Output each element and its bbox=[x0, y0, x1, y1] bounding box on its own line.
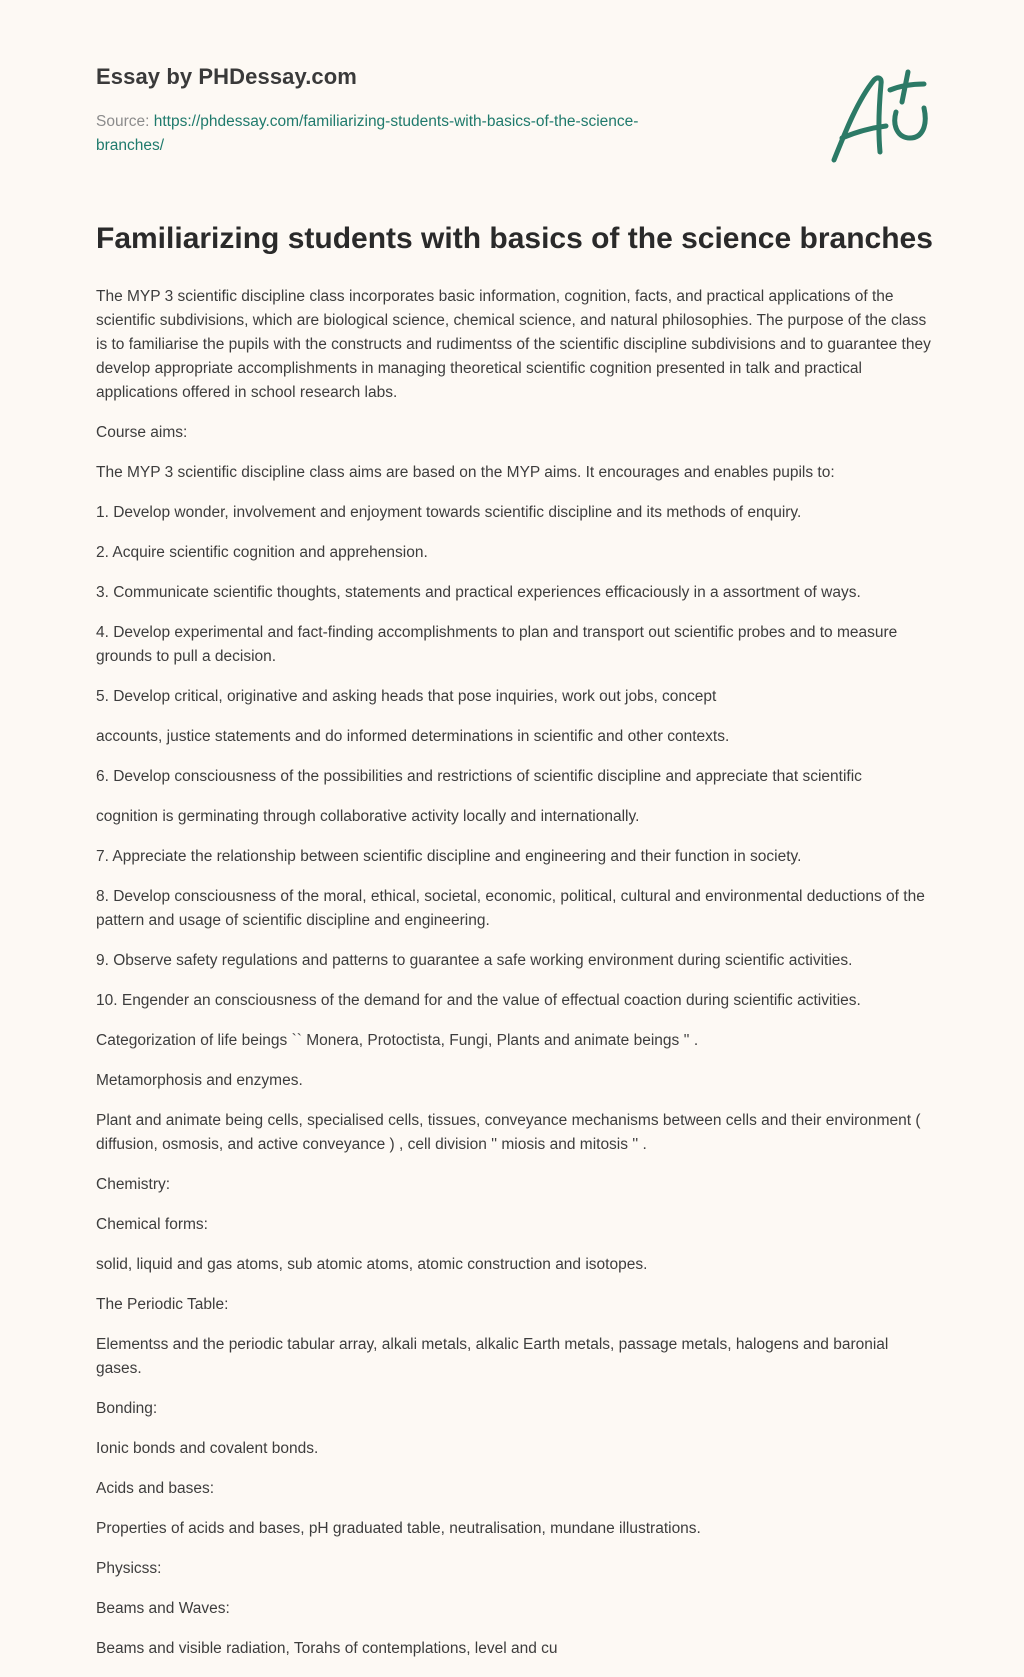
essay-paragraph: 3. Communicate scientific thoughts, statements and practical experiences efficaciously in a assortment of ways. bbox=[96, 584, 861, 601]
essay-title: Familiarizing students with basics of the science branches bbox=[96, 222, 933, 255]
essay-paragraph: accounts, justice statements and do informed determinations in scientific and other contexts. bbox=[96, 728, 730, 745]
source-link[interactable] bbox=[96, 113, 638, 154]
essay-paragraph: Chemistry: bbox=[96, 1176, 171, 1193]
essay-paragraph: Beams and visible radiation, Torahs of contemplations, level and cu bbox=[96, 1640, 558, 1657]
a-plus-logo-icon bbox=[824, 68, 932, 168]
essay-paragraph: Ionic bonds and covalent bonds. bbox=[96, 1440, 319, 1457]
source-link-line2: branches/ bbox=[96, 137, 165, 154]
essay-paragraph: Course aims: bbox=[96, 424, 188, 441]
brand-title: Essay by PHDessay.com bbox=[96, 64, 357, 89]
essay-paragraph: cognition is germinating through collaborative activity locally and internationally. bbox=[96, 808, 640, 825]
essay-paragraph: Plant and animate being cells, specialised cells, tissues, conveyance mechanisms between cells and their environment ( diffusion, osmosis, and active conveyance ) , cell division '' miosis and mitosis '' . bbox=[96, 1112, 921, 1153]
essay-paragraph: 1. Develop wonder, involvement and enjoyment towards scientific discipline and its methods of enquiry. bbox=[96, 504, 802, 521]
essay-paragraph: Beams and Waves: bbox=[96, 1600, 230, 1617]
essay-paragraph: 8. Develop consciousness of the moral, ethical, societal, economic, political, cultural and environmental deductions of the pattern and usage of scientific discipline and engineering. bbox=[96, 888, 925, 929]
essay-paragraph: 2. Acquire scientific cognition and apprehension. bbox=[96, 544, 428, 561]
essay-paragraph: The MYP 3 scientific discipline class incorporates basic information, cognition, facts, and practical applications of the scientific subdivisions, which are biological science, chemical science, and natural philosophies. The purpose of the class is to familiarise the pupils with the constructs and rudimentss of the scientific discipline subdivisions and to guarantee they develop appropriate accomplishments in managing theoretical scientific cognition presented in talk and practical applications offered in school research labs. bbox=[96, 288, 931, 401]
essay-paragraph: Properties of acids and bases, pH graduated table, neutralisation, mundane illustrations. bbox=[96, 1520, 701, 1537]
essay-paragraph: Bonding: bbox=[96, 1400, 158, 1417]
essay-paragraph: 10. Engender an consciousness of the demand for and the value of effectual coaction during scientific activities. bbox=[96, 992, 861, 1009]
source-link-line1: https://phdessay.com/familiarizing-students-with-basics-of-the-science- bbox=[153, 113, 639, 130]
essay-paragraph: The MYP 3 scientific discipline class aims are based on the MYP aims. It encourages and enables pupils to: bbox=[96, 464, 835, 481]
essay-paragraph: solid, liquid and gas atoms, sub atomic atoms, atomic construction and isotopes. bbox=[96, 1256, 648, 1273]
essay-paragraph: 6. Develop consciousness of the possibilities and restrictions of scientific discipline and appreciate that scientific bbox=[96, 768, 862, 785]
essay-paragraph: The Periodic Table: bbox=[96, 1296, 229, 1313]
essay-paragraph: Acids and bases: bbox=[96, 1480, 215, 1497]
essay-paragraph: 5. Develop critical, originative and asking heads that pose inquiries, work out jobs, concept bbox=[96, 688, 717, 705]
essay-paragraph: Metamorphosis and enzymes. bbox=[96, 1072, 303, 1089]
essay-paragraph: Elementss and the periodic tabular array, alkali metals, alkalic Earth metals, passage metals, halogens and baronial gases. bbox=[96, 1336, 889, 1377]
essay-paragraph: 9. Observe safety regulations and patterns to guarantee a safe working environment during scientific activities. bbox=[96, 952, 853, 969]
source-label: Source: bbox=[96, 113, 154, 130]
essay-paragraph: Chemical forms: bbox=[96, 1216, 208, 1233]
essay-paragraph: 4. Develop experimental and fact-finding accomplishments to plan and transport out scientific probes and to measure grounds to pull a decision. bbox=[96, 624, 898, 665]
source-line bbox=[96, 110, 716, 158]
essay-paragraph: Categorization of life beings `` Monera, Protoctista, Fungi, Plants and animate beings '' . bbox=[96, 1032, 699, 1049]
essay-body bbox=[96, 285, 936, 1677]
essay-paragraph: 7. Appreciate the relationship between scientific discipline and engineering and their function in society. bbox=[96, 848, 802, 865]
essay-paragraph: Physicss: bbox=[96, 1560, 162, 1577]
